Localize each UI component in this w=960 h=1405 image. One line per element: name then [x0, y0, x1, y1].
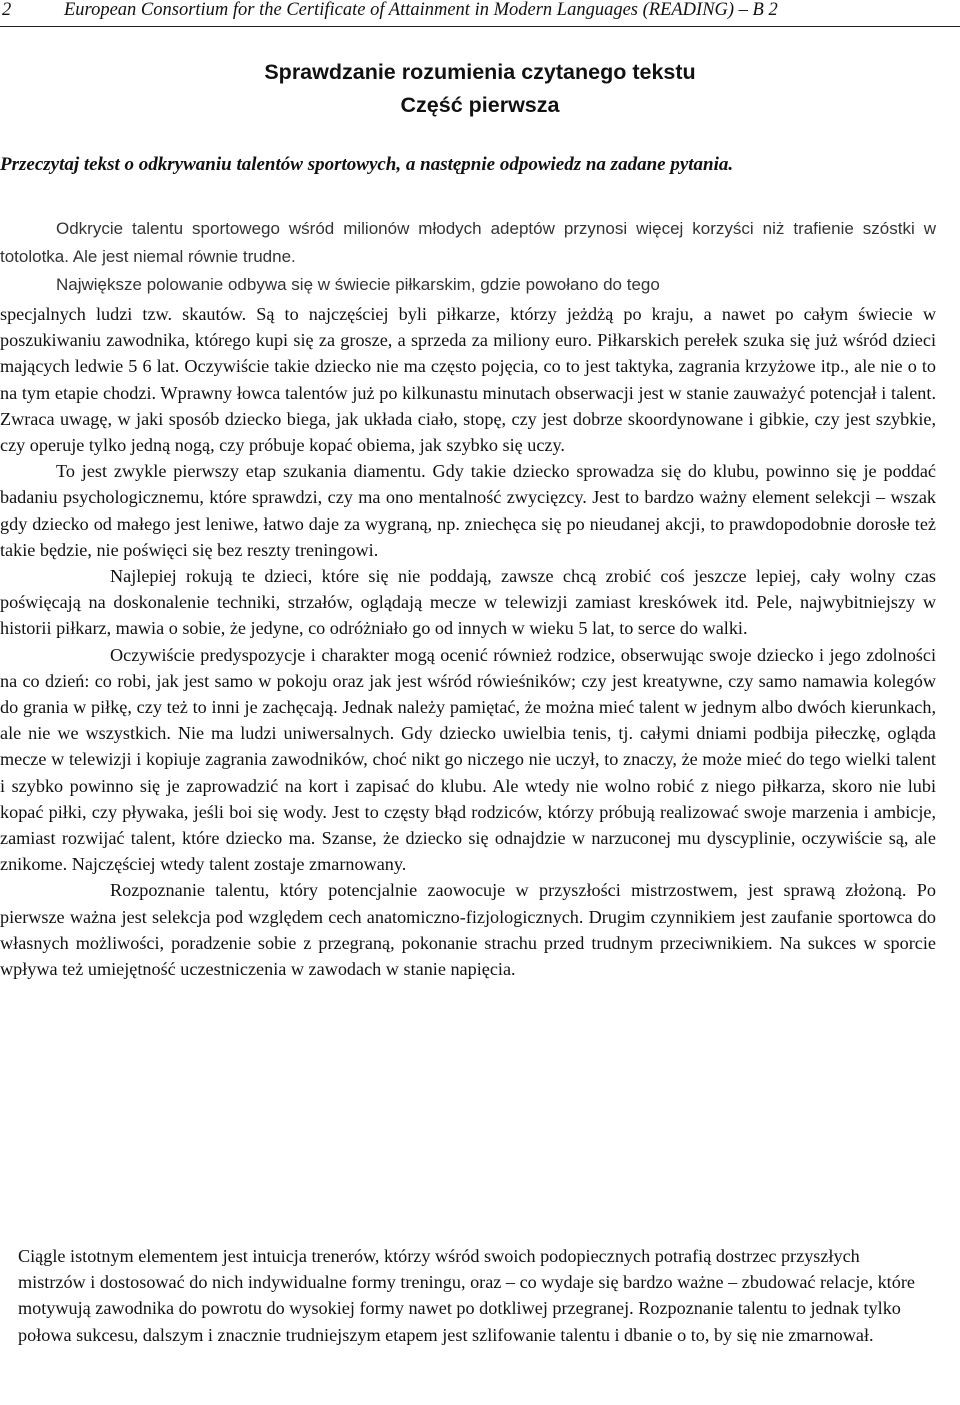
closing-block	[18, 1243, 928, 1348]
paragraph-scouting-start: Największe polowanie odbywa się w świecie piłkarskim, gdzie powołano do tego	[56, 275, 660, 294]
paragraph-coach-intuition: Ciągle istotnym elementem jest intuicja trenerów, którzy wśród swoich podopiecznych potrafią dostrzec przyszłych mistrzów i dostosować do nich indywidualne formy treningu, oraz – co wydaje się bardzo ważne – zbudować relacje, które motywują zawodnika do powrotu do wysokiej formy nawet po dotkliwej przegranej. Rozpoznanie talentu to jednak tylko połowa sukcesu, dalszym i znacznie trudniejszym etapem jest szlifowanie talentu i dbanie o to, by się nie zmarnował.	[18, 1246, 915, 1345]
page-number: 2	[2, 0, 12, 20]
header-title: European Consortium for the Certificate of Attainment in Modern Languages (READING) – B 2	[64, 0, 778, 20]
paragraph-parents: Oczywiście predyspozycje i charakter mogą ocenić również rodzice, obserwując swoje dziecko i jego zdolności na co dzień: co robi, jak jest samo w pokoju oraz jak jest wśród rówieśników; czy jest kreatywne, czy samo namawia kolegów do grania w piłkę, czy też to inni je zachęcają. Jednak należy pamiętać, że można mieć talent w jednym albo dwóch kierunkach, ale nie we wszystkich. Nie ma ludzi uniwersalnych. Gdy dziecko uwielbia tenis, tj. całymi dniami podbija piłeczkę, ogląda mecze w telewizji i kopiuje zagrania zawodników, choć nikt go niczego nie uczył, to znaczy, że może mieć do tego wielki talent i szybko powinno się je zaprowadzić na kort i zapisać do klubu. Ale wtedy nie wolno robić z niego piłkarza, skoro nie lubi kopać piłki, czy pływaka, jeśli boi się wody. Jest to częsty błąd rodziców, którzy próbują realizować swoje marzenia i ambicje, zamiast rozwijać talent, które dziecko ma. Szanse, że dziecko się odnajdzie w narzuconej mu dyscyplinie, oczywiście są, ale znikome. Najczęściej wtedy talent zostaje zmarnowany.	[0, 644, 936, 875]
intro-block	[0, 215, 936, 299]
instruction: Przeczytaj tekst o odkrywaniu talentów sportowych, a następnie odpowiedz na zadane pytania.	[0, 154, 734, 175]
paragraph-intro: Odkrycie talentu sportowego wśród milionów młodych adeptów przynosi więcej korzyści niż trafienie szóstki w totolotka. Ale jest niemal równie trudne.	[0, 219, 936, 266]
paragraph-first-stage: To jest zwykle pierwszy etap szukania diamentu. Gdy takie dziecko sprowadza się do klubu, powinno się je poddać badaniu psychologicznemu, które sprawdzi, czy ma ono mentalność zwycięzcy. Jest to bardzo ważny element selekcji – wszak gdy dziecko od małego jest leniwe, łatwo daje za wygraną, np. zniechęca się po nieudanej akcji, to prawdopodobnie dorosłe też takie będzie, nie poświęci się bez reszty treningowi.	[0, 461, 936, 560]
paragraph-recognition: Rozpoznanie talentu, który potencjalnie zaowocuje w przyszłości mistrzostwem, jest sprawą złożoną. Po pierwsze ważna jest selekcja pod względem cech anatomiczno-fizjologicznych. Drugim czynnikiem jest zaufanie sportowca do własnych możliwości, poradzenie sobie z przegraną, pokonanie strachu przed trudnym przeciwnikiem. Na sukces w sporcie wpływa też umiejętność uczestniczenia w zawodach w stanie napięcia.	[0, 880, 936, 980]
paragraph-scouts: specjalnych ludzi tzw. skautów. Są to najczęściej byli piłkarze, którzy jeżdżą po kraju, a nawet po całym świecie w poszukiwaniu zawodnika, którego kupi się za grosze, a sprzeda za miliony euro. Piłkarskich perełek szuka się już wśród dzieci mających ledwie 5 6 lat. Oczywiście takie dziecko nie ma często pojęcia, co to jest taktyka, zagrania krzyżowe itp., ale nie o to na tym etapie chodzi. Wprawny łowca talentów już po kilkunastu minutach obserwacji jest w stanie zauważyć potencjał i talent. Zwraca uwagę, w jaki sposób dziecko biega, jak układa ciało, stopę, czy jest dobrze skoordynowane i gibkie, czy jest szybkie, czy operuje tylko jedną nogą, czy próbuje kopać obiema, jak szybko się uczy.	[0, 304, 936, 456]
article-body	[0, 301, 936, 982]
part-title: Część pierwsza	[400, 93, 560, 117]
paragraph-best-prospects: Najlepiej rokują te dzieci, które się nie poddają, zawsze chcą zrobić coś jeszcze lepiej, cały wolny czas poświęcają na doskonalenie techniki, strzałów, oglądają mecze w telewizji zamiast kreskówek itd. Pele, najwybitniejszy w historii piłkarz, mawia o sobie, że jedyne, co odróżniało go od innych w wieku 5 lat, to serce do walki.	[0, 566, 936, 639]
document-title: Sprawdzanie rozumienia czytanego tekstu	[264, 60, 696, 84]
page-header	[0, 0, 960, 27]
